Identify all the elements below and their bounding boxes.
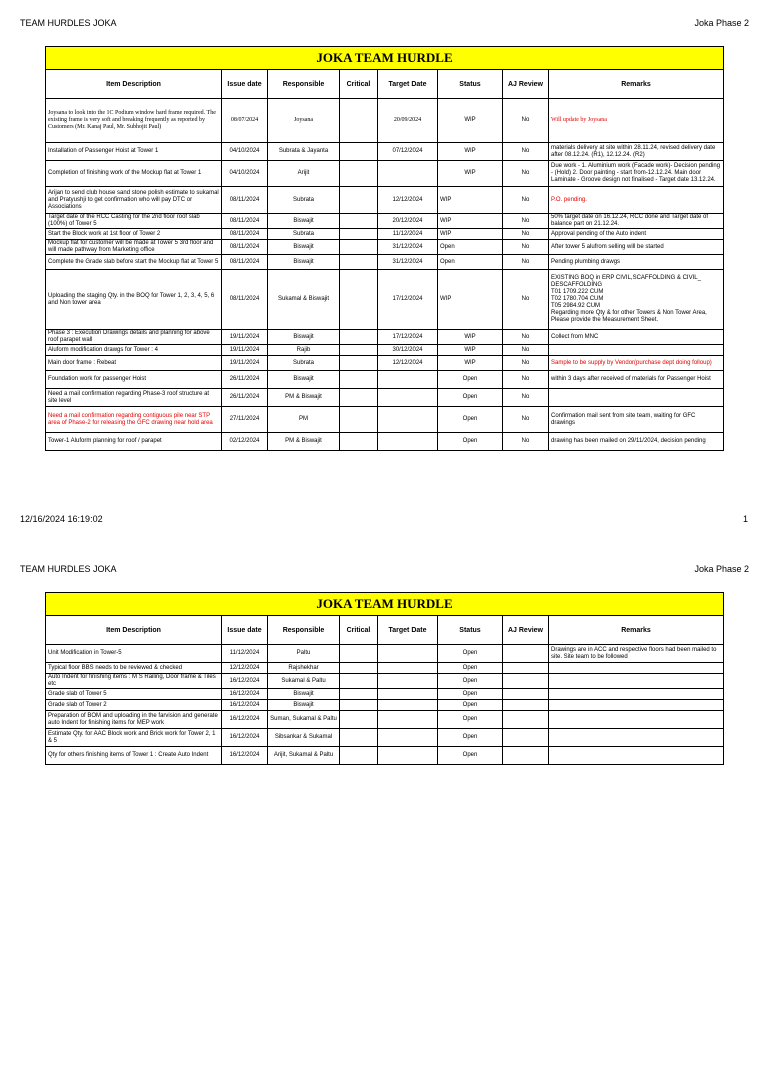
table-row xyxy=(46,229,724,240)
responsible-cell: Subrata & Jayanta xyxy=(268,143,340,161)
target-date-cell: 20/09/2024 xyxy=(378,99,438,143)
critical-cell xyxy=(340,255,378,270)
status-cell: WIP xyxy=(438,270,503,330)
issue-date-cell: 08/11/2024 xyxy=(222,214,268,229)
target-date-cell xyxy=(378,711,438,729)
critical-cell xyxy=(340,345,378,356)
table-row xyxy=(46,711,724,729)
critical-cell xyxy=(340,729,378,747)
target-date-cell: 17/12/2024 xyxy=(378,330,438,345)
column-header: Responsible xyxy=(268,70,340,99)
responsible-cell: Rajshekhar xyxy=(268,663,340,674)
target-date-cell xyxy=(378,389,438,407)
critical-cell xyxy=(340,356,378,371)
critical-cell xyxy=(340,433,378,451)
table-row xyxy=(46,747,724,765)
item-description-cell: Foundation work for passenger Hoist xyxy=(46,371,222,389)
status-cell: Open xyxy=(438,747,503,765)
table-row xyxy=(46,240,724,255)
aj-review-cell xyxy=(503,645,549,663)
responsible-cell: Suman, Sukamal & Paltu xyxy=(268,711,340,729)
column-header: Item Description xyxy=(46,70,222,99)
status-cell: WIP xyxy=(438,330,503,345)
target-date-cell: 12/12/2024 xyxy=(378,187,438,214)
issue-date-cell: 04/10/2024 xyxy=(222,143,268,161)
item-description-cell: Unit Modification in Tower-5 xyxy=(46,645,222,663)
target-date-cell xyxy=(378,674,438,689)
table-title: JOKA TEAM HURDLE xyxy=(46,593,724,616)
critical-cell xyxy=(340,229,378,240)
aj-review-cell: No xyxy=(503,389,549,407)
aj-review-cell: No xyxy=(503,270,549,330)
page-header-left: TEAM HURDLES JOKA xyxy=(20,18,117,28)
column-header: Critical xyxy=(340,70,378,99)
issue-date-cell: 26/11/2024 xyxy=(222,371,268,389)
aj-review-cell xyxy=(503,729,549,747)
target-date-cell xyxy=(378,433,438,451)
responsible-cell: Sibsankar & Sukamal xyxy=(268,729,340,747)
table-row xyxy=(46,674,724,689)
remarks-cell xyxy=(549,674,724,689)
status-cell: Open xyxy=(438,689,503,700)
aj-review-cell xyxy=(503,674,549,689)
remarks-cell xyxy=(549,389,724,407)
target-date-cell: 31/12/2024 xyxy=(378,255,438,270)
critical-cell xyxy=(340,674,378,689)
hurdle-table xyxy=(45,592,724,765)
item-description-cell: Need a mail confirmation regarding contiguous pile near STP area of Phase-2 for releasing the GFC drawing near hold area xyxy=(46,407,222,433)
critical-cell xyxy=(340,214,378,229)
responsible-cell: Biswajit xyxy=(268,371,340,389)
status-cell: WIP xyxy=(438,229,503,240)
status-cell: Open xyxy=(438,663,503,674)
responsible-cell: Subrata xyxy=(268,356,340,371)
column-header: Item Description xyxy=(46,616,222,645)
report-page-2 xyxy=(0,556,768,1068)
responsible-cell: Biswajit xyxy=(268,214,340,229)
item-description-cell: Qty for others finishing items of Tower 1 : Create Auto Indent xyxy=(46,747,222,765)
issue-date-cell: 19/11/2024 xyxy=(222,345,268,356)
remarks-cell: After tower 5 alufrom selling will be started xyxy=(549,240,724,255)
aj-review-cell: No xyxy=(503,433,549,451)
aj-review-cell: No xyxy=(503,143,549,161)
status-cell: WIP xyxy=(438,99,503,143)
issue-date-cell: 08/11/2024 xyxy=(222,187,268,214)
item-description-cell: Auto Indent for finishing items : M S Railing, Door frame & Tiles etc xyxy=(46,674,222,689)
status-cell: Open xyxy=(438,711,503,729)
table-row xyxy=(46,345,724,356)
table-row xyxy=(46,433,724,451)
status-cell: WIP xyxy=(438,345,503,356)
issue-date-cell: 12/12/2024 xyxy=(222,663,268,674)
status-cell: Open xyxy=(438,700,503,711)
status-cell: WIP xyxy=(438,214,503,229)
remarks-cell xyxy=(549,729,724,747)
table-row xyxy=(46,255,724,270)
status-cell: Open xyxy=(438,371,503,389)
page-header-right: Joka Phase 2 xyxy=(694,18,749,28)
table-row xyxy=(46,689,724,700)
responsible-cell: Biswajit xyxy=(268,255,340,270)
column-header: Responsible xyxy=(268,616,340,645)
issue-date-cell: 16/12/2024 xyxy=(222,674,268,689)
target-date-cell: 31/12/2024 xyxy=(378,240,438,255)
aj-review-cell: No xyxy=(503,356,549,371)
table-row xyxy=(46,270,724,330)
target-date-cell xyxy=(378,371,438,389)
critical-cell xyxy=(340,389,378,407)
remarks-cell xyxy=(549,689,724,700)
responsible-cell: Biswajit xyxy=(268,330,340,345)
aj-review-cell xyxy=(503,700,549,711)
remarks-cell: Pending plumbing drawgs xyxy=(549,255,724,270)
responsible-cell: Subrata xyxy=(268,187,340,214)
remarks-cell: Approval pending of the Auto indent xyxy=(549,229,724,240)
column-header: Issue date xyxy=(222,70,268,99)
aj-review-cell xyxy=(503,663,549,674)
column-header: Remarks xyxy=(549,70,724,99)
table-row xyxy=(46,407,724,433)
aj-review-cell: No xyxy=(503,214,549,229)
responsible-cell: Biswajit xyxy=(268,240,340,255)
report-page-1 xyxy=(0,0,768,524)
item-description-cell: Aluform modification drawgs for Tower : 4 xyxy=(46,345,222,356)
issue-date-cell: 08/11/2024 xyxy=(222,270,268,330)
target-date-cell: 07/12/2024 xyxy=(378,143,438,161)
aj-review-cell: No xyxy=(503,240,549,255)
item-description-cell: Arijan to send club house sand stone polish estimate to sukamal and Pratyushji to get confirmation who will pay DTC or Associations xyxy=(46,187,222,214)
responsible-cell: PM & Biswajit xyxy=(268,389,340,407)
critical-cell xyxy=(340,240,378,255)
issue-date-cell: 16/12/2024 xyxy=(222,747,268,765)
remarks-cell xyxy=(549,663,724,674)
responsible-cell: PM xyxy=(268,407,340,433)
table-row xyxy=(46,645,724,663)
remarks-cell: P.O. pending. xyxy=(549,187,724,214)
item-description-cell: Uploading the staging Qty. in the BOQ for Tower 1, 2, 3, 4, 5, 6 and Non tower area xyxy=(46,270,222,330)
issue-date-cell: 19/11/2024 xyxy=(222,330,268,345)
critical-cell xyxy=(340,689,378,700)
aj-review-cell: No xyxy=(503,99,549,143)
item-description-cell: Tower-1 Aluform planning for roof / parapet xyxy=(46,433,222,451)
item-description-cell: Grade slab of Tower 5 xyxy=(46,689,222,700)
remarks-cell: Drawings are in ACC and respective floors had been mailed to site. Site team to be followed xyxy=(549,645,724,663)
responsible-cell: Biswajit xyxy=(268,700,340,711)
issue-date-cell: 27/11/2024 xyxy=(222,407,268,433)
target-date-cell: 17/12/2024 xyxy=(378,270,438,330)
aj-review-cell xyxy=(503,711,549,729)
aj-review-cell: No xyxy=(503,255,549,270)
table-row xyxy=(46,700,724,711)
issue-date-cell: 11/12/2024 xyxy=(222,645,268,663)
critical-cell xyxy=(340,747,378,765)
item-description-cell: Main door frame : Rebeat xyxy=(46,356,222,371)
target-date-cell xyxy=(378,689,438,700)
responsible-cell: Joysana xyxy=(268,99,340,143)
issue-date-cell: 26/11/2024 xyxy=(222,389,268,407)
column-header: Target Date xyxy=(378,616,438,645)
responsible-cell: Sukamal & Paltu xyxy=(268,674,340,689)
print-timestamp: 12/16/2024 16:19:02 xyxy=(20,514,103,524)
issue-date-cell: 16/12/2024 xyxy=(222,729,268,747)
responsible-cell: Arijit xyxy=(268,161,340,187)
hurdle-table xyxy=(45,46,724,451)
table-row xyxy=(46,356,724,371)
remarks-cell xyxy=(549,700,724,711)
column-header: Status xyxy=(438,616,503,645)
remarks-cell: Confirmation mail sent from site team, waiting for GFC drawings xyxy=(549,407,724,433)
critical-cell xyxy=(340,330,378,345)
status-cell: Open xyxy=(438,674,503,689)
target-date-cell xyxy=(378,161,438,187)
critical-cell xyxy=(340,407,378,433)
remarks-cell: Will update by Joysana xyxy=(549,99,724,143)
critical-cell xyxy=(340,161,378,187)
responsible-cell: Paltu xyxy=(268,645,340,663)
target-date-cell: 12/12/2024 xyxy=(378,356,438,371)
issue-date-cell: 08/07/2024 xyxy=(222,99,268,143)
responsible-cell: Sukamal & Biswajit xyxy=(268,270,340,330)
item-description-cell: Grade slab of Tower 2 xyxy=(46,700,222,711)
column-header: Target Date xyxy=(378,70,438,99)
responsible-cell: Rajib xyxy=(268,345,340,356)
critical-cell xyxy=(340,99,378,143)
table-row xyxy=(46,214,724,229)
status-cell: Open xyxy=(438,645,503,663)
status-cell: Open xyxy=(438,389,503,407)
target-date-cell xyxy=(378,407,438,433)
remarks-cell xyxy=(549,747,724,765)
column-header-row xyxy=(46,616,724,645)
remarks-cell: materials delivery at site within 28.11.24, revised delivery date after 08.12.24. (R1), 12.12.24. (R2) xyxy=(549,143,724,161)
aj-review-cell: No xyxy=(503,345,549,356)
status-cell: WIP xyxy=(438,143,503,161)
item-description-cell: Need a mail confirmation regarding Phase-3 roof structure at site level xyxy=(46,389,222,407)
responsible-cell: Biswajit xyxy=(268,689,340,700)
critical-cell xyxy=(340,371,378,389)
status-cell: Open xyxy=(438,407,503,433)
item-description-cell: Installation of Passenger Hoist at Tower 1 xyxy=(46,143,222,161)
table-row xyxy=(46,99,724,143)
target-date-cell xyxy=(378,747,438,765)
column-header: Status xyxy=(438,70,503,99)
item-description-cell: Preparation of BOM and uploading in the farvision and generate auto Indent for finishing items for MEP work xyxy=(46,711,222,729)
issue-date-cell: 16/12/2024 xyxy=(222,689,268,700)
item-description-cell: Target date of the RCC Casting for the 2nd floor roof slab (100%) of Tower 5 xyxy=(46,214,222,229)
issue-date-cell: 08/11/2024 xyxy=(222,240,268,255)
critical-cell xyxy=(340,700,378,711)
table-row xyxy=(46,371,724,389)
item-description-cell: Typical floor BBS needs to be reviewed & checked xyxy=(46,663,222,674)
critical-cell xyxy=(340,143,378,161)
remarks-cell: drawing has been mailed on 29/11/2024, decision pending xyxy=(549,433,724,451)
target-date-cell: 11/12/2024 xyxy=(378,229,438,240)
critical-cell xyxy=(340,187,378,214)
issue-date-cell: 04/10/2024 xyxy=(222,161,268,187)
aj-review-cell: No xyxy=(503,407,549,433)
critical-cell xyxy=(340,711,378,729)
issue-date-cell: 19/11/2024 xyxy=(222,356,268,371)
status-cell: Open xyxy=(438,255,503,270)
critical-cell xyxy=(340,663,378,674)
status-cell: WIP xyxy=(438,161,503,187)
target-date-cell xyxy=(378,729,438,747)
critical-cell xyxy=(340,270,378,330)
item-description-cell: Mockup flat for customer will be made at Tower 5 3rd floor and will made pathway from Marketing office xyxy=(46,240,222,255)
target-date-cell: 30/12/2024 xyxy=(378,345,438,356)
column-header: Remarks xyxy=(549,616,724,645)
remarks-cell: Collect from MNC xyxy=(549,330,724,345)
table-title: JOKA TEAM HURDLE xyxy=(46,47,724,70)
issue-date-cell: 16/12/2024 xyxy=(222,711,268,729)
issue-date-cell: 16/12/2024 xyxy=(222,700,268,711)
status-cell: WIP xyxy=(438,187,503,214)
aj-review-cell: No xyxy=(503,330,549,345)
status-cell: Open xyxy=(438,729,503,747)
page-header-right: Joka Phase 2 xyxy=(694,564,749,574)
column-header: Critical xyxy=(340,616,378,645)
column-header: Issue date xyxy=(222,616,268,645)
column-header: AJ Review xyxy=(503,616,549,645)
target-date-cell xyxy=(378,700,438,711)
item-description-cell: Completion of finishing work of the Mockup flat at Tower 1 xyxy=(46,161,222,187)
aj-review-cell: No xyxy=(503,161,549,187)
table-row xyxy=(46,729,724,747)
remarks-cell xyxy=(549,345,724,356)
item-description-cell: Start the Block work at 1st floor of Tower 2 xyxy=(46,229,222,240)
target-date-cell xyxy=(378,663,438,674)
column-header-row xyxy=(46,70,724,99)
responsible-cell: PM & Biswajit xyxy=(268,433,340,451)
table-row xyxy=(46,389,724,407)
responsible-cell: Arijit, Sukamal & Paltu xyxy=(268,747,340,765)
aj-review-cell xyxy=(503,747,549,765)
item-description-cell: Complete the Grade slab before start the Mockup flat at Tower 5 xyxy=(46,255,222,270)
table-row xyxy=(46,161,724,187)
critical-cell xyxy=(340,645,378,663)
status-cell: Open xyxy=(438,240,503,255)
issue-date-cell: 02/12/2024 xyxy=(222,433,268,451)
table-row xyxy=(46,187,724,214)
item-description-cell: Joysana to look into the 1C Podium window hard frame required. The existing frame is very soft and breaking frequently as reported by Customers (Mr. Kanaj Paul, Mr. Subhojit Paul) xyxy=(46,99,222,143)
aj-review-cell xyxy=(503,689,549,700)
status-cell: WIP xyxy=(438,356,503,371)
page-number: 1 xyxy=(742,514,748,524)
table-row xyxy=(46,330,724,345)
issue-date-cell: 08/11/2024 xyxy=(222,229,268,240)
remarks-cell: within 3 days after received of materials for Passenger Hoist xyxy=(549,371,724,389)
table-row xyxy=(46,143,724,161)
target-date-cell xyxy=(378,645,438,663)
remarks-cell: 50% target date on 16.12.24, RCC done and Target date of balance part on 21.12.24. xyxy=(549,214,724,229)
aj-review-cell: No xyxy=(503,187,549,214)
column-header: AJ Review xyxy=(503,70,549,99)
aj-review-cell: No xyxy=(503,371,549,389)
page-header-left: TEAM HURDLES JOKA xyxy=(20,564,117,574)
responsible-cell: Subrata xyxy=(268,229,340,240)
remarks-cell: Sample to be supply by Vendor(purchase dept doing folloup) xyxy=(549,356,724,371)
status-cell: Open xyxy=(438,433,503,451)
remarks-cell: EXISTING BOQ in ERP CIVIL,SCAFFOLDING & CIVIL_ DESCAFFOLDING T01 1709.222 CUM T02 1780.704 CUM T05 2984.92 CUM Regarding more Qty & for other Towers & Non Tower Area, Please provide the Measurement Sheet. xyxy=(549,270,724,330)
table-row xyxy=(46,663,724,674)
aj-review-cell: No xyxy=(503,229,549,240)
issue-date-cell: 08/11/2024 xyxy=(222,255,268,270)
remarks-cell xyxy=(549,711,724,729)
item-description-cell: Phase 3 : Execution Drawings details and planning for above roof parapet wall xyxy=(46,330,222,345)
remarks-cell: Due work - 1. Aluminium work (Facade work)- Decision pending - (Hold) 2. Door painting - start from-12.12.24. Main door Laminate - Groove design not finalised - Target date 13.12.24. xyxy=(549,161,724,187)
target-date-cell: 20/12/2024 xyxy=(378,214,438,229)
item-description-cell: Estimate Qty. for AAC Block work and Brick work for Tower 2, 1 & 5 xyxy=(46,729,222,747)
